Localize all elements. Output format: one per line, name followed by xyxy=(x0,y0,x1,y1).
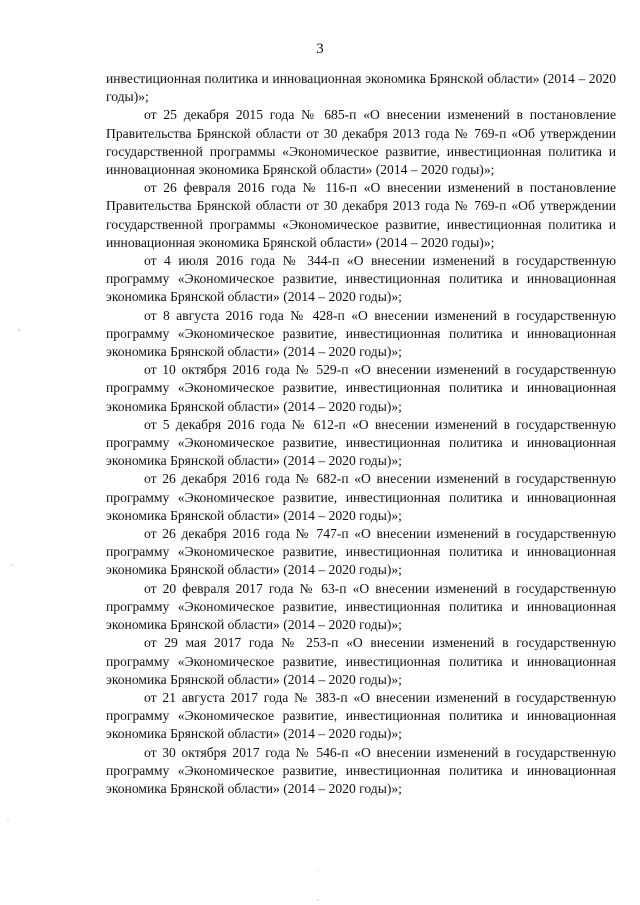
paragraph-decree-612: от 5 декабря 2016 года № 612-п «О внесении изменений в государственную программу «Экономическое развитие, инвестиционная политика и инновационная экономика Брянской области» (2014 – 2020 годы)»; xyxy=(106,416,616,469)
paragraph-continuation: инвестиционная политика и инновационная экономика Брянской области» (2014 – 2020 годы)»; xyxy=(106,71,616,105)
paragraph-decree-529: от 10 октября 2016 года № 529-п «О внесении изменений в государственную программу «Экономическое развитие, инвестиционная политика и инновационная экономика Брянской области» (2014 – 2020 годы)»; xyxy=(106,362,616,414)
paragraph-decree-116: от 26 февраля 2016 года № 116-п «О внесении изменений в постановление Правительства Брянской области от 30 декабря 2013 года № 769-п «Об утверждении государственной программы «Экономическое развитие, инвестиционная политика и инновационная экономика Брянской области» (2014 – 2020 годы)»; xyxy=(106,180,616,250)
paragraph-decree-685: от 25 декабря 2015 года № 685-п «О внесении изменений в постановление Правительства Брянской области от 30 декабря 2013 года № 769-п «Об утверждении государственной программы «Экономическое развитие, инвестиционная политика и инновационная экономика Брянской области» (2014 – 2020 годы)»; xyxy=(106,107,616,178)
page-number: 3 xyxy=(316,41,324,57)
paragraph-decree-383: от 21 августа 2017 года № 383-п «О внесении изменений в государственную программу «Экономическое развитие, инвестиционная политика и инновационная экономика Брянской области» (2014 – 2020 годы)»; xyxy=(106,689,616,742)
paragraph-decree-546: от 30 октября 2017 года № 546-п «О внесении изменений в государственную программу «Экономическое развитие, инвестиционная политика и инновационная экономика Брянской области» (2014 – 2020 годы)»; xyxy=(106,744,616,796)
paragraph-decree-344: от 4 июля 2016 года № 344-п «О внесении изменений в государственную программу «Экономическое развитие, инвестиционная политика и инновационная экономика Брянской области» (2014 – 2020 годы)»; xyxy=(106,253,616,305)
paragraph-decree-747: от 26 декабря 2016 года № 747-п «О внесении изменений в государственную программу «Экономическое развитие, инвестиционная политика и инновационная экономика Брянской области» (2014 – 2020 годы)»; xyxy=(106,526,616,578)
paragraph-decree-682: от 26 декабря 2016 года № 682-п «О внесении изменений в государственную программу «Экономическое развитие, инвестиционная политика и инновационная экономика Брянской области» (2014 – 2020 годы)»; xyxy=(106,471,616,523)
paragraph-decree-253: от 29 мая 2017 года № 253-п «О внесении изменений в государственную программу «Экономическое развитие, инвестиционная политика и инновационная экономика Брянской области» (2014 – 2020 годы)»; xyxy=(106,635,616,687)
paragraph-decree-428: от 8 августа 2016 года № 428-п «О внесении изменений в государственную программу «Экономическое развитие, инвестиционная политика и инновационная экономика Брянской области» (2014 – 2020 годы)»; xyxy=(106,307,616,360)
paragraph-decree-63: от 20 февраля 2017 года № 63-п «О внесении изменений в государственную программу «Экономическое развитие, инвестиционная политика и инновационная экономика Брянской области» (2014 – 2020 годы)»; xyxy=(106,580,616,633)
document-body xyxy=(106,70,616,798)
